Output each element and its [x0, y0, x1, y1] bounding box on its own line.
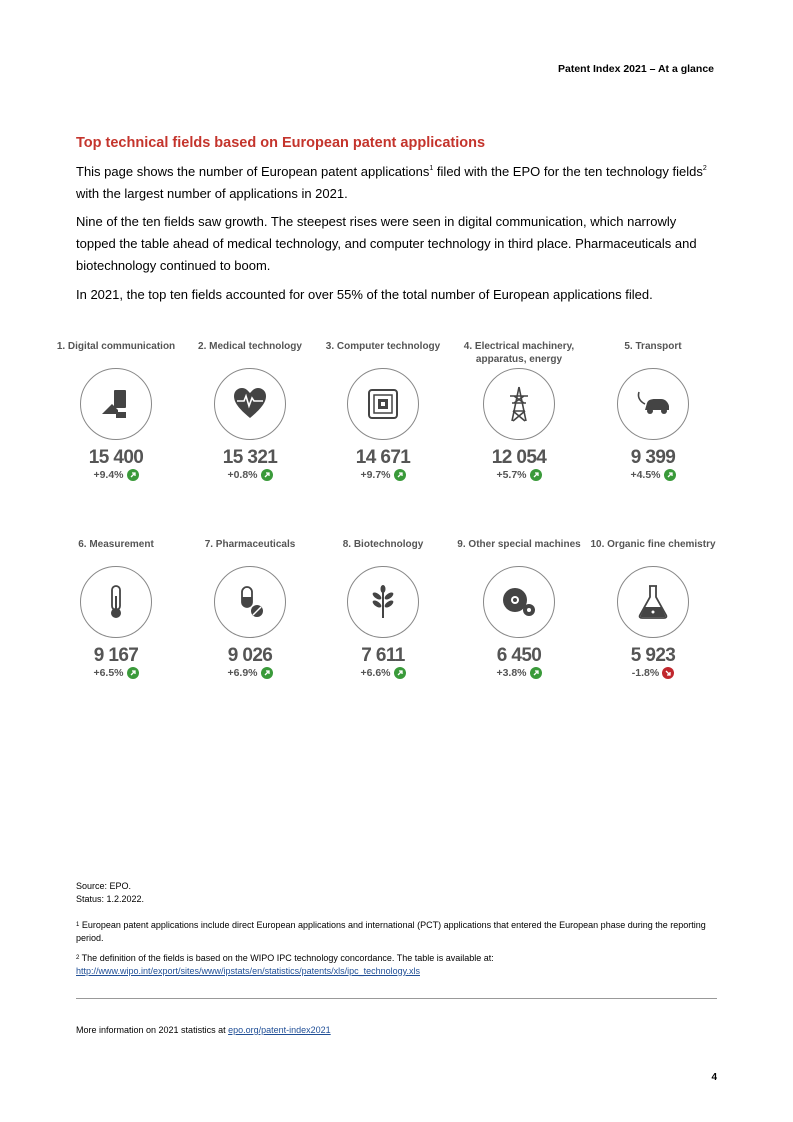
field-card-electrical-machinery	[454, 340, 584, 481]
footnote-ref-2: 2	[702, 165, 707, 172]
field-card-organic-fine-chemistry	[588, 538, 718, 679]
footnote-2	[76, 952, 716, 978]
intro-text-c: with the largest number of applications in 2021.	[76, 186, 348, 201]
change-text: -1.8%	[631, 667, 660, 679]
field-icon-circle	[214, 368, 286, 440]
field-label: 1. Digital communication	[56, 341, 176, 352]
field-card-digital-communication	[51, 340, 181, 481]
page-header-title: Patent Index 2021 – At a glance	[557, 63, 714, 75]
field-icon-circle	[80, 368, 152, 440]
thermometer-icon	[96, 582, 136, 622]
flask-icon	[633, 582, 673, 622]
field-card-medical-technology	[185, 340, 315, 481]
page-number: 4	[711, 1072, 717, 1083]
field-label: 5. Transport	[624, 341, 682, 352]
change-text: +0.8%	[227, 469, 258, 481]
field-value: 15 400	[88, 447, 144, 468]
field-icon-circle	[617, 368, 689, 440]
change-text: +6.5%	[93, 667, 124, 679]
field-label: 7. Pharmaceuticals	[204, 539, 296, 550]
field-value: 9 026	[227, 645, 273, 666]
field-icon-circle	[80, 566, 152, 638]
field-change	[454, 469, 584, 481]
footnote-1	[76, 919, 716, 945]
patent-index-link[interactable]: epo.org/patent-index2021	[228, 1025, 331, 1035]
trend-up-icon	[530, 469, 542, 481]
gears-icon	[499, 582, 539, 622]
field-icon-circle	[617, 566, 689, 638]
footnote-ref-1: 1	[429, 165, 434, 172]
footnote-number: 1	[76, 922, 80, 928]
share-paragraph: In 2021, the top ten fields accounted for over 55% of the total number of European applications filed.	[76, 287, 653, 302]
field-change	[185, 469, 315, 481]
hand-device-icon	[96, 384, 136, 424]
field-change	[51, 469, 181, 481]
trend-up-icon	[261, 469, 273, 481]
field-icon-circle	[214, 566, 286, 638]
footnote-text: The definition of the fields is based on the WIPO IPC technology concordance. The table is available at:	[79, 953, 494, 963]
field-card-other-special-machines	[454, 538, 584, 679]
field-value: 14 671	[355, 447, 411, 468]
field-change	[185, 667, 315, 679]
power-pylon-icon	[499, 384, 539, 424]
field-label: 9. Other special machines	[457, 539, 581, 550]
field-card-computer-technology	[318, 340, 448, 481]
trend-up-icon	[127, 469, 139, 481]
source-note	[76, 880, 144, 906]
field-change	[588, 469, 718, 481]
intro-text-a: This page shows the number of European patent applications	[76, 164, 430, 179]
chip-icon	[363, 384, 403, 424]
field-icon-circle	[483, 368, 555, 440]
source-line: Source: EPO.	[76, 881, 132, 891]
field-label: 4. Electrical machinery, apparatus, energy	[463, 341, 575, 365]
pill-icon	[230, 582, 270, 622]
trend-up-icon	[394, 667, 406, 679]
field-label: 10. Organic fine chemistry	[590, 539, 716, 550]
change-text: +4.5%	[630, 469, 661, 481]
field-label: 6. Measurement	[78, 539, 154, 550]
field-value: 5 923	[630, 645, 676, 666]
field-value: 7 611	[361, 645, 405, 666]
field-value: 9 399	[630, 447, 676, 468]
field-change	[454, 667, 584, 679]
more-info-text: More information on 2021 statistics at	[76, 1025, 229, 1035]
change-text: +9.7%	[360, 469, 391, 481]
field-card-measurement	[51, 538, 181, 679]
field-label: 2. Medical technology	[198, 341, 302, 352]
trend-up-icon	[530, 667, 542, 679]
field-icon-circle	[347, 368, 419, 440]
field-value: 9 167	[93, 645, 139, 666]
trend-up-icon	[261, 667, 273, 679]
change-text: +6.9%	[227, 667, 258, 679]
trend-up-icon	[127, 667, 139, 679]
trend-down-icon	[662, 667, 674, 679]
field-card-biotechnology	[318, 538, 448, 679]
field-value: 12 054	[491, 447, 547, 468]
more-info-line	[76, 1025, 331, 1035]
section-title: Top technical fields based on European patent applications	[76, 135, 486, 151]
wipo-table-link[interactable]: http://www.wipo.int/export/sites/www/ipstats/en/statistics/patents/xls/ipc_technology.xls	[76, 966, 420, 976]
field-change	[51, 667, 181, 679]
divider	[76, 998, 717, 999]
trend-up-icon	[394, 469, 406, 481]
trend-up-icon	[664, 469, 676, 481]
field-label: 8. Biotechnology	[342, 539, 424, 550]
field-value: 6 450	[496, 645, 542, 666]
field-card-pharmaceuticals	[185, 538, 315, 679]
field-card-transport	[588, 340, 718, 481]
intro-paragraph	[76, 161, 716, 205]
footnote-number: 2	[76, 955, 80, 961]
plant-icon	[363, 582, 403, 622]
status-line: Status: 1.2.2022.	[76, 894, 145, 904]
footnote-text: European patent applications include direct European applications and international (PCT) applications that entered the European phase during the reporting period.	[76, 920, 706, 943]
change-text: +6.6%	[360, 667, 391, 679]
change-text: +5.7%	[496, 469, 527, 481]
field-icon-circle	[483, 566, 555, 638]
growth-paragraph: Nine of the ten fields saw growth. The steepest rises were seen in digital communication, which narrowly topped the table ahead of medical technology, and computer technology in third place. Pharmaceuticals and biotechnology continued to boom.	[76, 214, 697, 273]
change-text: +9.4%	[93, 469, 124, 481]
field-change	[588, 667, 718, 679]
field-change	[318, 667, 448, 679]
field-change	[318, 469, 448, 481]
electric-car-icon	[633, 384, 673, 424]
change-text: +3.8%	[496, 667, 527, 679]
intro-text-b: filed with the EPO for the ten technology fields	[433, 164, 703, 179]
field-icon-circle	[347, 566, 419, 638]
field-label: 3. Computer technology	[325, 341, 441, 352]
field-value: 15 321	[222, 447, 278, 468]
heart-pulse-icon	[230, 384, 270, 424]
